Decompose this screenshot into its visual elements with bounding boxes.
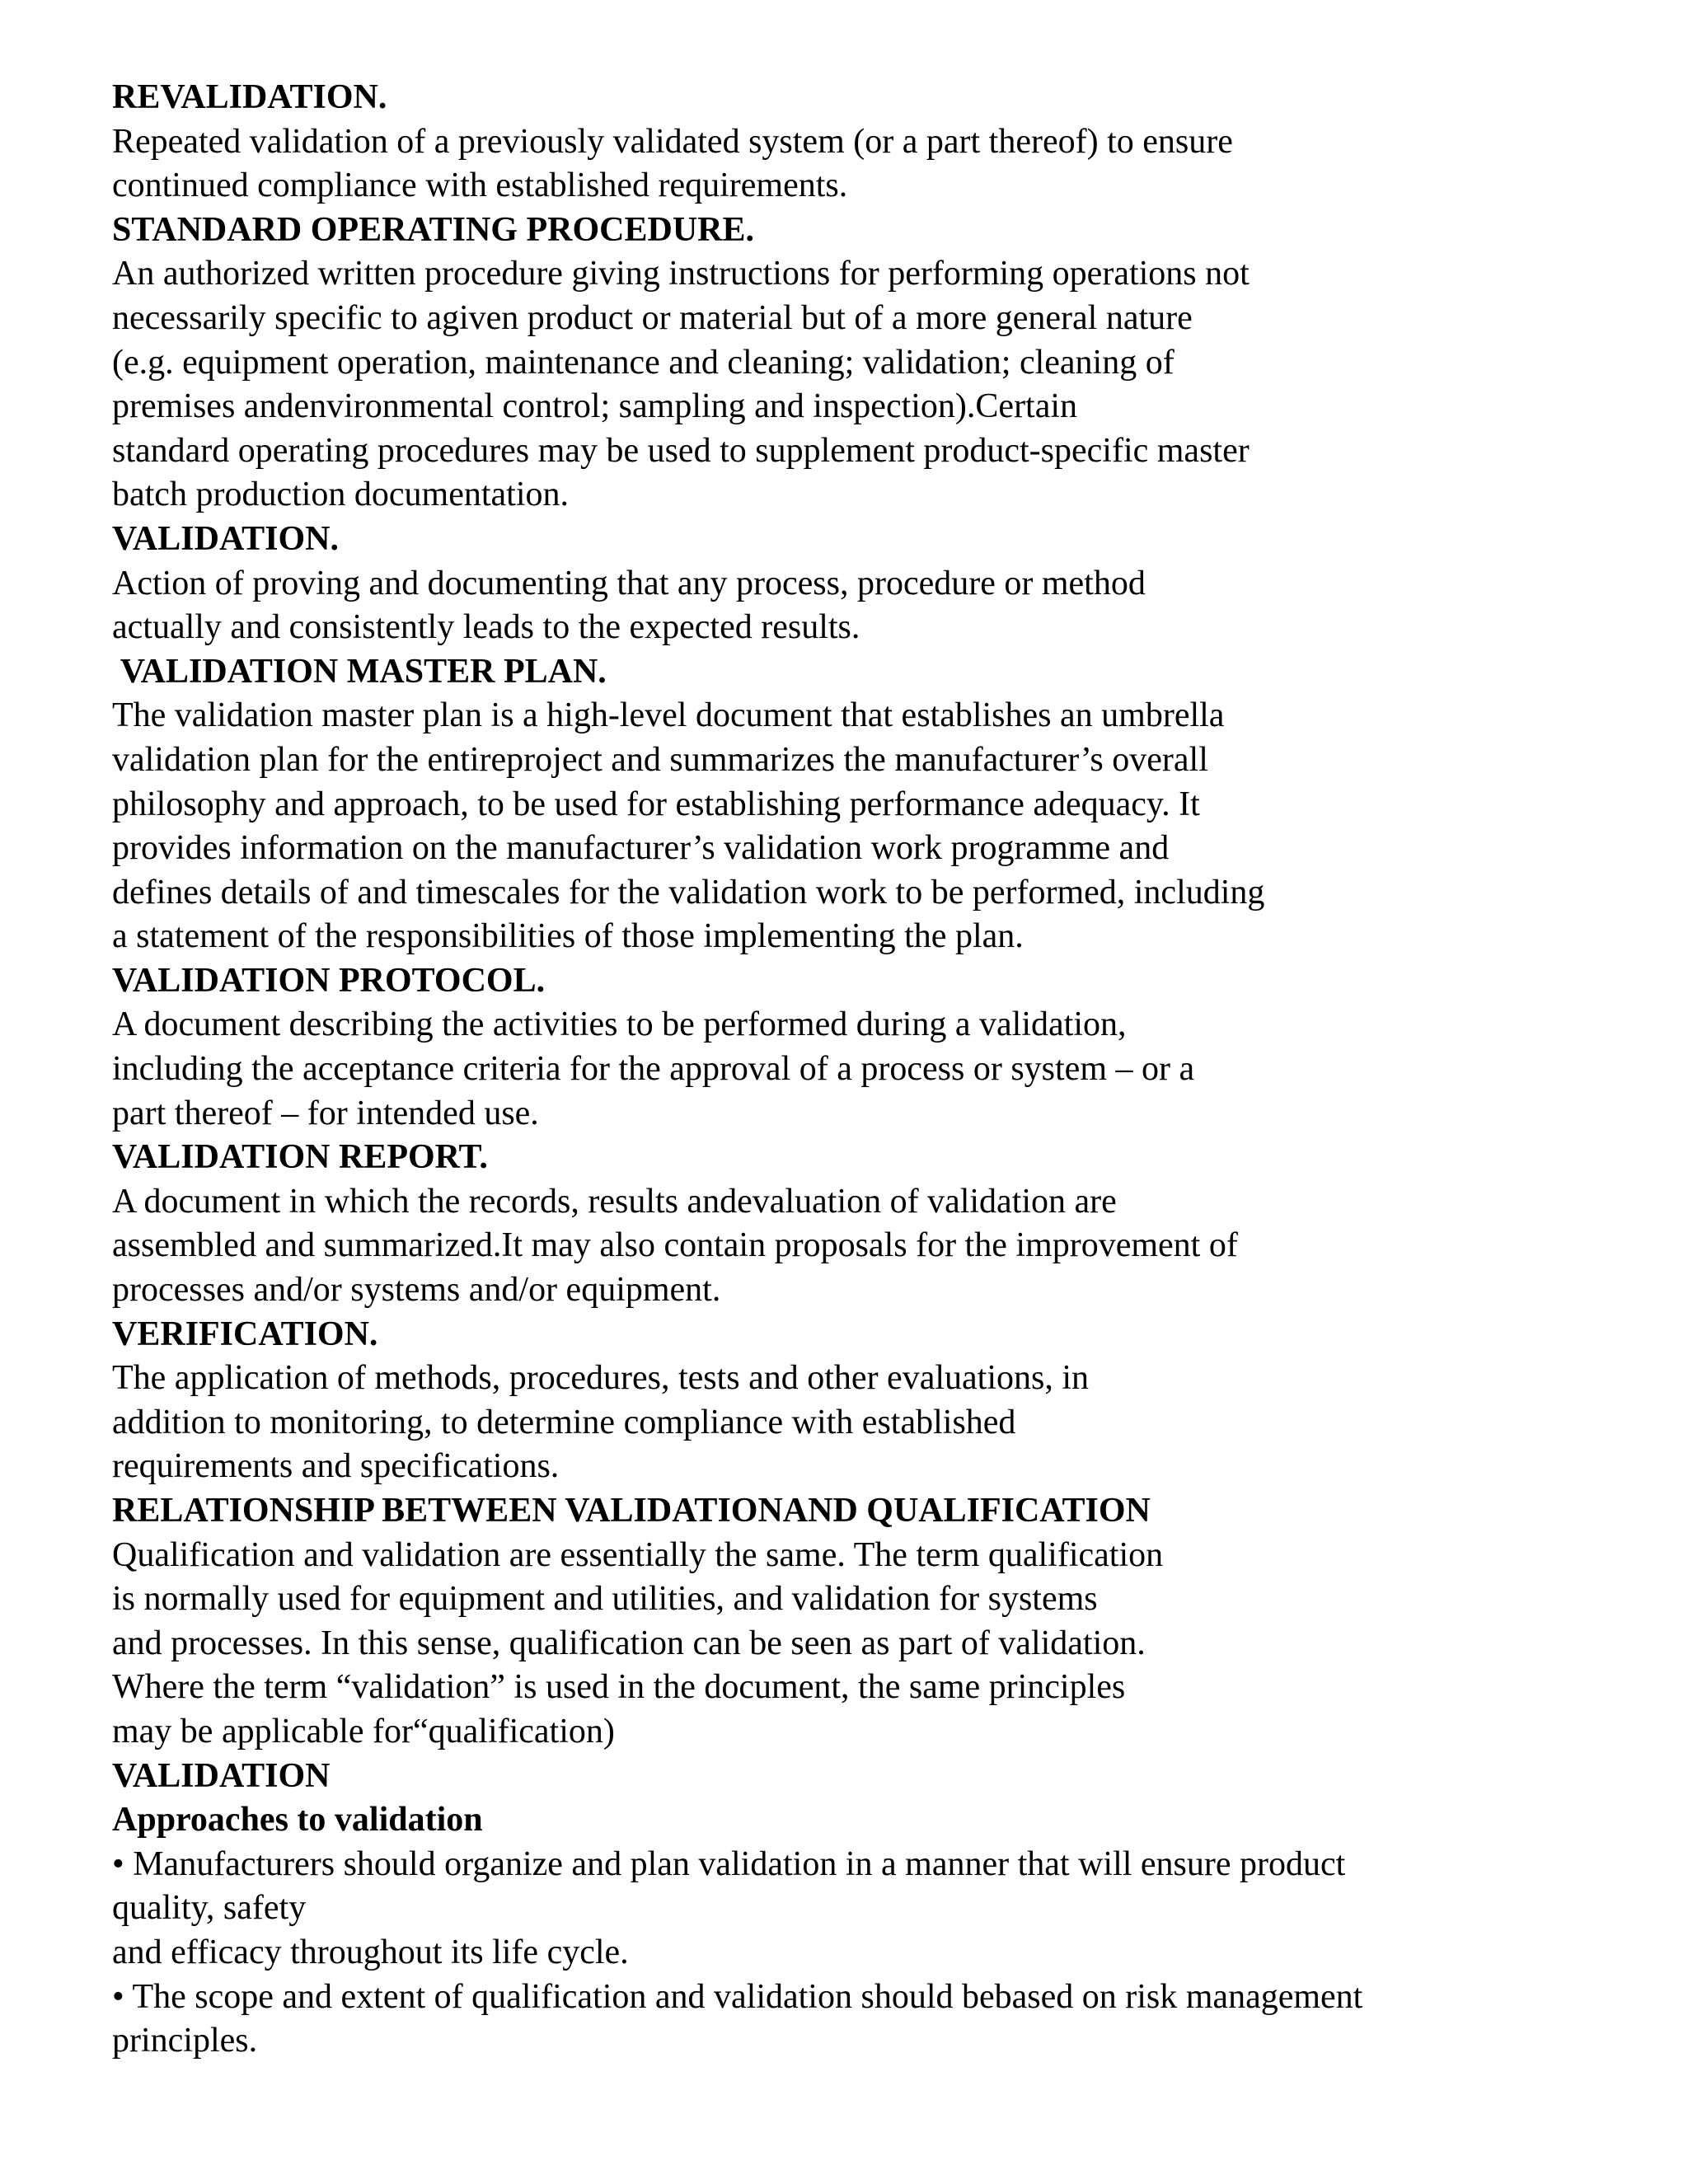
body-text-line: is normally used for equipment and utilities, and validation for systems [112,1580,1098,1619]
body-text-line: A document describing the activities to be performed during a validation, [112,1005,1127,1044]
body-text-line: Repeated validation of a previously validated system (or a part thereof) to ensure [112,122,1233,161]
body-text-line: part thereof – for intended use. [112,1094,539,1132]
body-text-line: requirements and specifications. [112,1447,560,1486]
body-text-line: quality, safety [112,1889,307,1928]
body-text-line: may be applicable for“qualification) [112,1712,615,1750]
body-text-line: principles. [112,2022,258,2060]
body-text-line: necessarily specific to agiven product or material but of a more general nature [112,298,1193,337]
body-text-line: and processes. In this sense, qualification can be seen as part of validation. [112,1624,1146,1662]
body-text-line: addition to monitoring, to determine compliance with established [112,1403,1016,1441]
section-heading: VERIFICATION. [112,1315,378,1353]
body-text-line: a statement of the responsibilities of those implementing the plan. [112,917,1024,956]
body-text-line: Action of proving and documenting that any process, procedure or method [112,564,1146,602]
body-text-line: • Manufacturers should organize and plan validation in a manner that will ensure product [112,1844,1346,1883]
body-text-line: standard operating procedures may be used to supplement product-specific master [112,431,1250,470]
body-text-line: • The scope and extent of qualification and validation should bebased on risk management [112,1977,1363,2016]
body-text-line: continued compliance with established requirements. [112,166,848,205]
section-heading: Approaches to validation [112,1801,483,1840]
body-text-line: assembled and summarized.It may also contain proposals for the improvement of [112,1226,1238,1265]
body-text-line: An authorized written procedure giving instructions for performing operations not [112,255,1250,293]
body-text-line: validation plan for the entireproject and summarizes the manufacturer’s overall [112,740,1208,779]
body-text-line: Qualification and validation are essentially the same. The term qualification [112,1535,1164,1574]
body-text-line: philosophy and approach, to be used for establishing performance adequacy. It [112,785,1200,823]
section-heading: VALIDATION MASTER PLAN. [112,652,607,691]
body-text-line: Where the term “validation” is used in the document, the same principles [112,1668,1126,1707]
section-heading: VALIDATION. [112,519,340,558]
body-text-line: The application of methods, procedures, tests and other evaluations, in [112,1359,1090,1398]
body-text-line: including the acceptance criteria for the approval of a process or system – or a [112,1050,1195,1089]
section-heading: REVALIDATION. [112,78,387,116]
body-text-line: and efficacy throughout its life cycle. [112,1933,629,1971]
section-heading: VALIDATION REPORT. [112,1138,488,1177]
body-text-line: A document in which the records, results andevaluation of validation are [112,1182,1117,1221]
body-text-line: provides information on the manufacturer’s validation work programme and [112,829,1170,868]
body-text-line: (e.g. equipment operation, maintenance and cleaning; validation; cleaning of [112,343,1175,382]
body-text-line: actually and consistently leads to the expected results. [112,608,860,647]
document-body [112,76,1662,2064]
body-text-line: premises andenvironmental control; sampling and inspection).Certain [112,387,1078,426]
section-heading: STANDARD OPERATING PROCEDURE. [112,210,754,249]
section-heading: RELATIONSHIP BETWEEN VALIDATIONAND QUALIFICATION [112,1492,1151,1530]
body-text-line: defines details of and timescales for the validation work to be performed, including [112,873,1265,912]
body-text-line: processes and/or systems and/or equipment. [112,1271,721,1310]
section-heading: VALIDATION [112,1756,331,1795]
body-text-line: The validation master plan is a high-level document that establishes an umbrella [112,696,1225,735]
section-heading: VALIDATION PROTOCOL. [112,961,546,1000]
body-text-line: batch production documentation. [112,476,570,514]
